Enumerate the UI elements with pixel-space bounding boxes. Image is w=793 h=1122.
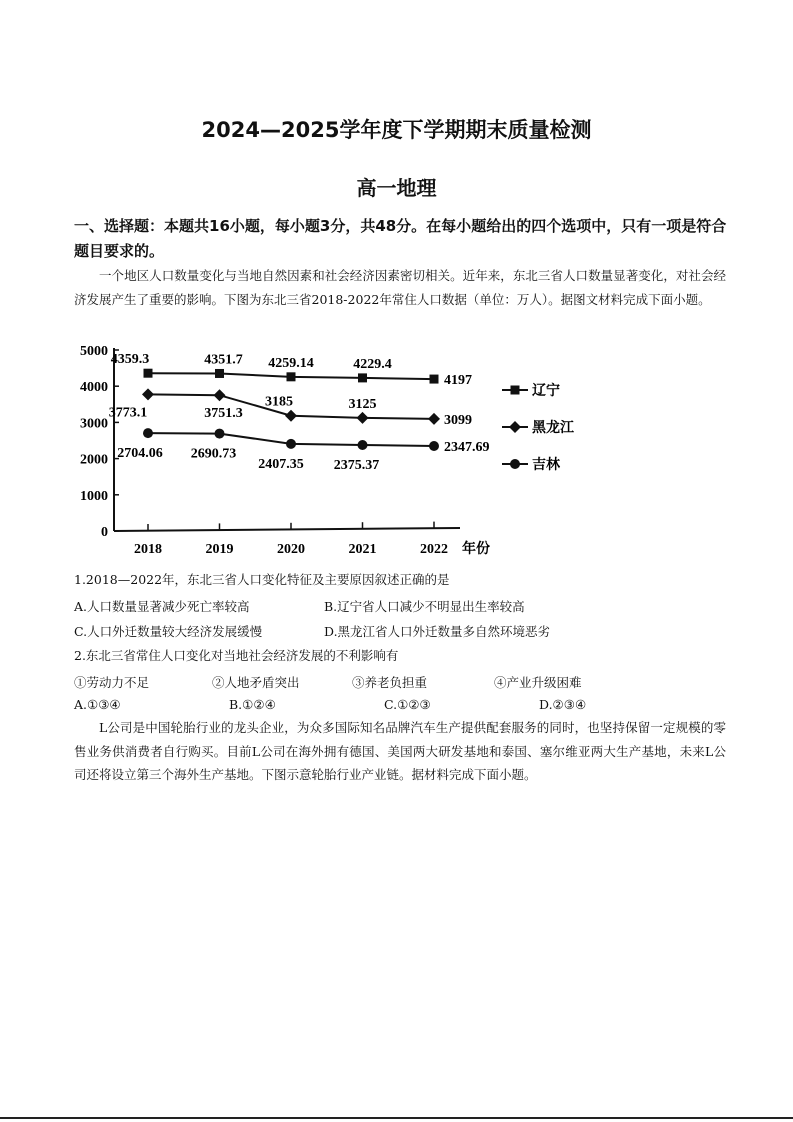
question-2-items-row (74, 673, 734, 693)
q2-item-4: ④产业升级困难 (494, 675, 582, 690)
legend-label: 黑龙江 (532, 420, 574, 436)
data-point-marker (287, 372, 296, 381)
data-label: 4359.3 (110, 352, 150, 368)
y-tick-label: 5000 (80, 344, 108, 359)
question-1-stem: 1.2018—2022年，东北三省人口变化特征及主要原因叙述正确的是 (74, 572, 450, 587)
x-tick-label: 2020 (277, 542, 305, 557)
data-label: 3185 (265, 394, 293, 410)
data-label: 3099 (444, 412, 472, 428)
subject-title: 高一地理 (356, 176, 437, 200)
q2-item-2: ②人地矛盾突出 (212, 675, 300, 690)
x-axis-line (114, 528, 460, 531)
data-point-marker (358, 373, 367, 382)
material-paragraph-2: L公司是中国轮胎行业的龙头企业，为众多国际知名品牌汽车生产提供配套服务的同时，也坚持保留一定规模的零售业务供消费者自行购买。目前L公司在海外拥有德国、美国两大研发基地和泰国、塞尔维亚两大生产基地，未来L公司还将设立第三个海外生产基地。下图示意轮胎行业产业链。据材料完成下面小题。 (74, 720, 726, 782)
legend-label: 吉林 (532, 457, 560, 473)
data-label: 4229.4 (353, 356, 392, 372)
data-point-marker (286, 439, 296, 449)
page-bottom-rule (0, 1117, 793, 1119)
data-label: 4197 (444, 373, 472, 389)
data-point-marker (144, 369, 153, 378)
material-paragraph-1: 一个地区人口数量变化与当地自然因素和社会经济因素密切相关。近年来，东北三省人口数量显著变化，对社会经济发展产生了重要的影响。下图为东北三省2018-2022年常住人口数据（单位：万人）。据图文材料完成下面小题。 (74, 268, 726, 307)
q2-option-a: A.①③④ (74, 697, 121, 712)
data-point-marker (142, 388, 154, 400)
q2-item-3: ③养老负担重 (352, 675, 428, 690)
y-tick-label: 2000 (80, 452, 108, 468)
q1-option-c: C.人口外迁数量较大经济发展缓慢 (74, 624, 263, 639)
x-tick-label: 2021 (348, 542, 377, 557)
data-point-marker (143, 428, 153, 438)
q1-option-d: D.黑龙江省人口外迁数量多自然环境恶劣 (324, 624, 551, 639)
legend-marker (511, 386, 520, 395)
data-point-marker (430, 375, 439, 384)
data-label: 2690.73 (190, 446, 237, 462)
data-point-marker (357, 412, 369, 424)
data-point-marker (285, 410, 297, 422)
q2-option-b: B.①②④ (229, 697, 276, 712)
question-1-options-row-2 (74, 622, 734, 642)
data-label: 2347.69 (444, 440, 490, 456)
exam-title: 2024—2025学年度下学期期末质量检测 (201, 118, 592, 142)
y-tick-label: 0 (101, 525, 108, 540)
data-point-marker (358, 440, 368, 450)
y-tick-label: 1000 (80, 488, 108, 504)
population-line-chart (70, 338, 574, 560)
data-label: 3125 (348, 396, 377, 412)
data-label: 2375.37 (333, 458, 380, 474)
q1-option-b: B.辽宁省人口减少不明显出生率较高 (324, 599, 525, 614)
x-tick-label: 2022 (420, 542, 448, 557)
data-point-marker (215, 429, 225, 439)
question-2-options-row (74, 697, 734, 717)
data-label: 2407.35 (258, 456, 304, 472)
data-point-marker (214, 389, 226, 401)
legend-marker (509, 421, 521, 433)
question-1-options-row-1 (74, 597, 734, 617)
x-tick-label: 2018 (134, 542, 162, 557)
data-point-marker (429, 441, 439, 451)
q1-option-a: A.人口数量显著减少死亡率较高 (74, 599, 250, 614)
legend-marker (510, 459, 520, 469)
data-label: 4259.14 (268, 355, 314, 371)
legend-label: 辽宁 (532, 383, 560, 399)
q2-option-d: D.②③④ (539, 697, 587, 712)
data-label: 3773.1 (108, 405, 148, 421)
data-label: 4351.7 (204, 352, 243, 368)
data-label: 3751.3 (204, 406, 243, 422)
y-tick-label: 4000 (80, 380, 108, 396)
q2-item-1: ①劳动力不足 (74, 675, 150, 690)
q2-option-c: C.①②③ (384, 697, 431, 712)
y-tick-label: 3000 (80, 416, 108, 432)
x-axis-title: 年份 (462, 541, 490, 557)
data-point-marker (215, 369, 224, 378)
question-2-stem: 2.东北三省常住人口变化对当地社会经济发展的不利影响有 (74, 648, 399, 663)
x-tick-label: 2019 (205, 542, 234, 557)
data-point-marker (428, 413, 440, 425)
section-heading: 一、选择题：本题共16小题，每小题3分，共48分。在每小题给出的四个选项中，只有一项是符合题目要求的。 (74, 217, 727, 260)
data-label: 2704.06 (117, 446, 163, 462)
